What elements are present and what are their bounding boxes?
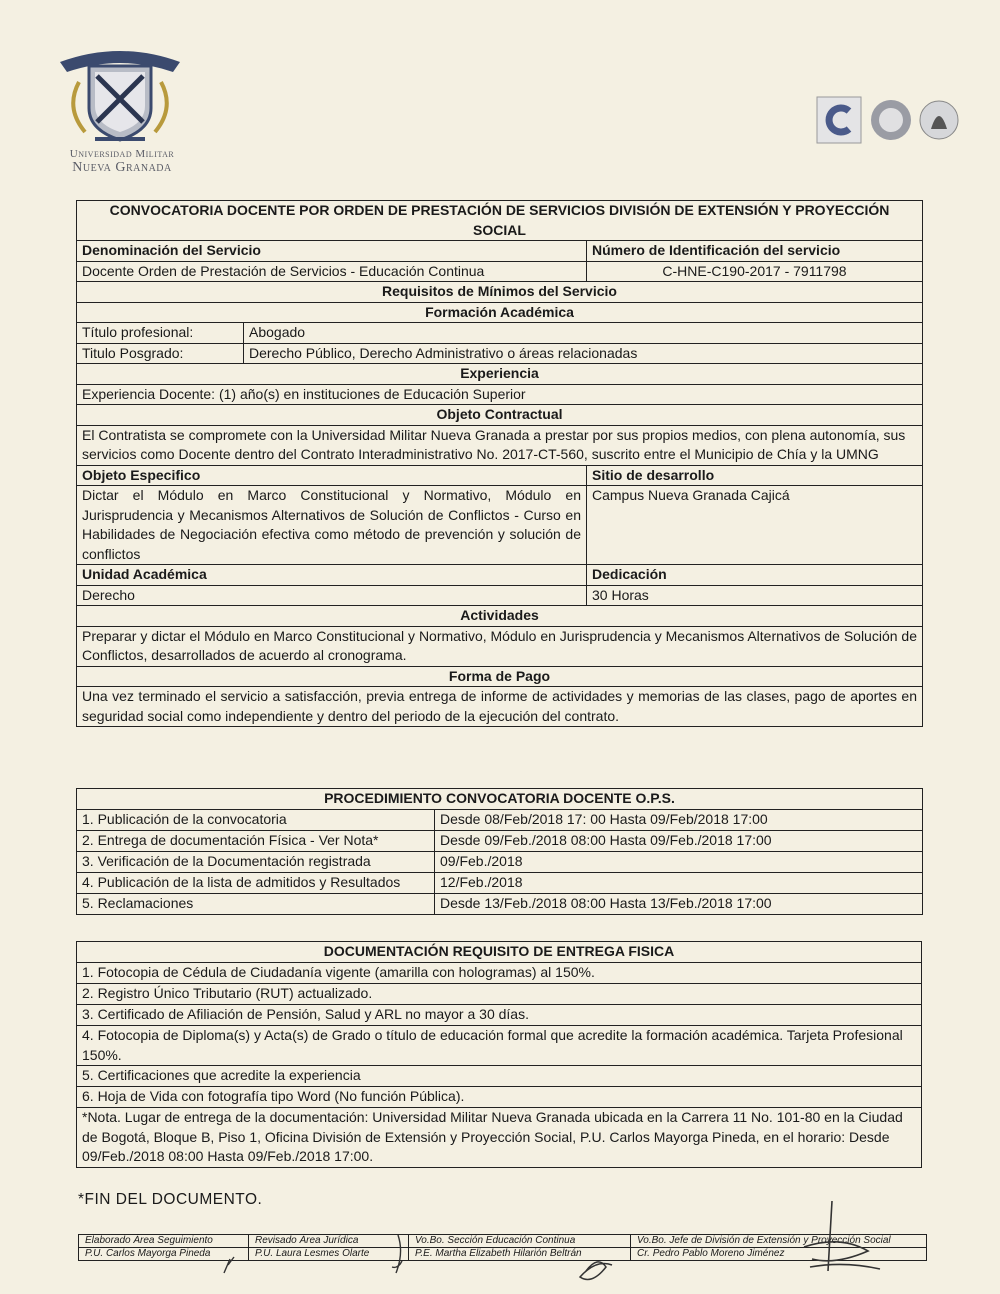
denominacion-label: Denominación del Servicio bbox=[77, 241, 587, 262]
table-row bbox=[77, 810, 923, 831]
objeto-contractual-value: El Contratista se compromete con la Universidad Militar Nueva Granada a prestar por sus propios medios, con plena autonomía, sus servicios como Docente dentro del Contrato Interadministrativo No. 2017-CT-560, suscrito entre el Municipio de Chía y la UMNG bbox=[77, 425, 923, 465]
numero-identificacion-label: Número de Identificación del servicio bbox=[587, 241, 923, 262]
convocatoria-title: CONVOCATORIA DOCENTE POR ORDEN DE PRESTACIÓN DE SERVICIOS DIVISIÓN DE EXTENSIÓN Y PROYECCIÓN SOCIAL bbox=[77, 201, 923, 241]
procedimiento-step: 3. Verificación de la Documentación registrada bbox=[77, 852, 435, 873]
objeto-especifico-value: Dictar el Módulo en Marco Constitucional y Normativo, Módulo en Jurisprudencia y Mecanismos Alternativos de Solución de Conflictos - Curso en Habilidades de Negociación efectiva como método de prevención y solución de conflictos bbox=[77, 486, 587, 565]
signature-role: Vo.Bo. Jefe de División de Extensión y Proyección Social bbox=[631, 1235, 927, 1248]
list-item: 3. Certificado de Afiliación de Pensión, Salud y ARL no mayor a 30 días. bbox=[77, 1005, 922, 1026]
actividades-value: Preparar y dictar el Módulo en Marco Constitucional y Normativo, Módulo en Jurisprudencia y Mecanismos Alternativos de Solución de Conflictos, desarrollados de acuerdo al cronograma. bbox=[77, 626, 923, 666]
unidad-academica-label: Unidad Académica bbox=[77, 565, 587, 586]
signature-name: P.U. Carlos Mayorga Pineda bbox=[79, 1248, 249, 1261]
procedimiento-title: PROCEDIMIENTO CONVOCATORIA DOCENTE O.P.S. bbox=[77, 789, 923, 810]
signature-name: P.U. Laura Lesmes Olarte bbox=[249, 1248, 409, 1261]
procedimiento-step: 1. Publicación de la convocatoria bbox=[77, 810, 435, 831]
signatures-table bbox=[78, 1234, 927, 1261]
procedimiento-date: 12/Feb./2018 bbox=[435, 873, 923, 894]
procedimiento-date: Desde 09/Feb./2018 08:00 Hasta 09/Feb./2018 17:00 bbox=[435, 831, 923, 852]
forma-pago-value: Una vez terminado el servicio a satisfacción, previa entrega de informe de actividades y memorias de las clases, pago de aportes en seguridad social como independiente y dentro del periodo de la ejecución del contrato. bbox=[77, 687, 923, 727]
convocatoria-table bbox=[76, 200, 923, 727]
certification-seals-logo bbox=[815, 95, 965, 145]
procedimiento-date: Desde 08/Feb/2018 17: 00 Hasta 09/Feb/2018 17:00 bbox=[435, 810, 923, 831]
university-name-line2: Nueva Granada bbox=[72, 160, 172, 175]
signature-role: Vo.Bo. Sección Educación Continua bbox=[409, 1235, 631, 1248]
table-row bbox=[77, 894, 923, 915]
sitio-desarrollo-label: Sitio de desarrollo bbox=[587, 465, 923, 486]
list-item: 6. Hoja de Vida con fotografía tipo Word (No función Pública). bbox=[77, 1087, 922, 1108]
experiencia-value: Experiencia Docente: (1) año(s) en instituciones de Educación Superior bbox=[77, 384, 923, 405]
documentacion-table bbox=[76, 941, 922, 1168]
procedimiento-table bbox=[76, 788, 923, 915]
numero-identificacion-value: C-HNE-C190-2017 - 7911798 bbox=[587, 261, 923, 282]
objeto-contractual-heading: Objeto Contractual bbox=[77, 405, 923, 426]
denominacion-value: Docente Orden de Prestación de Servicios - Educación Continua bbox=[77, 261, 587, 282]
fin-documento: *FIN DEL DOCUMENTO. bbox=[78, 1191, 263, 1208]
dedicacion-value: 30 Horas bbox=[587, 585, 923, 606]
signature-role: Elaborado Área Seguimiento bbox=[79, 1235, 249, 1248]
list-item: 2. Registro Único Tributario (RUT) actualizado. bbox=[77, 984, 922, 1005]
list-item: 4. Fotocopia de Diploma(s) y Acta(s) de Grado o título de educación formal que acredite la formación académica. Tarjeta Profesional 150%. bbox=[77, 1026, 922, 1066]
table-row bbox=[77, 831, 923, 852]
dedicacion-label: Dedicación bbox=[587, 565, 923, 586]
procedimiento-step: 5. Reclamaciones bbox=[77, 894, 435, 915]
list-item: 5. Certificaciones que acredite la experiencia bbox=[77, 1066, 922, 1087]
university-name bbox=[52, 148, 192, 174]
documentacion-nota: *Nota. Lugar de entrega de la documentación: Universidad Militar Nueva Granada ubicada en la Carrera 11 No. 101-80 en la Ciudad de Bogotá, Bloque B, Piso 1, Oficina División de Extensión y Proyección Social, P.U. Carlos Mayorga Pineda, en el horario: Desde 09/Feb./2018 08:00 Hasta 09/Feb./2018 17:00. bbox=[77, 1108, 922, 1168]
procedimiento-step: 4. Publicación de la lista de admitidos y Resultados bbox=[77, 873, 435, 894]
experiencia-heading: Experiencia bbox=[77, 364, 923, 385]
titulo-profesional-label: Título profesional: bbox=[77, 323, 244, 344]
signature-name: P.E. Martha Elizabeth Hilarión Beltrán bbox=[409, 1248, 631, 1261]
signature-name: Cr. Pedro Pablo Moreno Jiménez bbox=[631, 1248, 927, 1261]
forma-pago-heading: Forma de Pago bbox=[77, 666, 923, 687]
signature-role: Revisado Área Jurídica bbox=[249, 1235, 409, 1248]
formacion-heading: Formación Académica bbox=[77, 302, 923, 323]
procedimiento-date: 09/Feb./2018 bbox=[435, 852, 923, 873]
table-row bbox=[77, 873, 923, 894]
table-row bbox=[77, 852, 923, 873]
university-name-line1: Universidad Militar bbox=[69, 148, 175, 160]
unidad-academica-value: Derecho bbox=[77, 585, 587, 606]
documentacion-title: DOCUMENTACIÓN REQUISITO DE ENTREGA FISICA bbox=[77, 942, 922, 963]
actividades-heading: Actividades bbox=[77, 606, 923, 627]
titulo-profesional-value: Abogado bbox=[244, 323, 923, 344]
sitio-desarrollo-value: Campus Nueva Granada Cajicá bbox=[587, 486, 923, 565]
titulo-posgrado-label: Titulo Posgrado: bbox=[77, 343, 244, 364]
university-crest-logo bbox=[55, 42, 185, 147]
requisitos-heading: Requisitos de Mínimos del Servicio bbox=[77, 282, 923, 303]
objeto-especifico-label: Objeto Especifico bbox=[77, 465, 587, 486]
page-header bbox=[0, 0, 1000, 190]
procedimiento-date: Desde 13/Feb./2018 08:00 Hasta 13/Feb./2018 17:00 bbox=[435, 894, 923, 915]
procedimiento-step: 2. Entrega de documentación Física - Ver Nota* bbox=[77, 831, 435, 852]
titulo-posgrado-value: Derecho Público, Derecho Administrativo o áreas relacionadas bbox=[244, 343, 923, 364]
list-item: 1. Fotocopia de Cédula de Ciudadanía vigente (amarilla con hologramas) al 150%. bbox=[77, 963, 922, 984]
